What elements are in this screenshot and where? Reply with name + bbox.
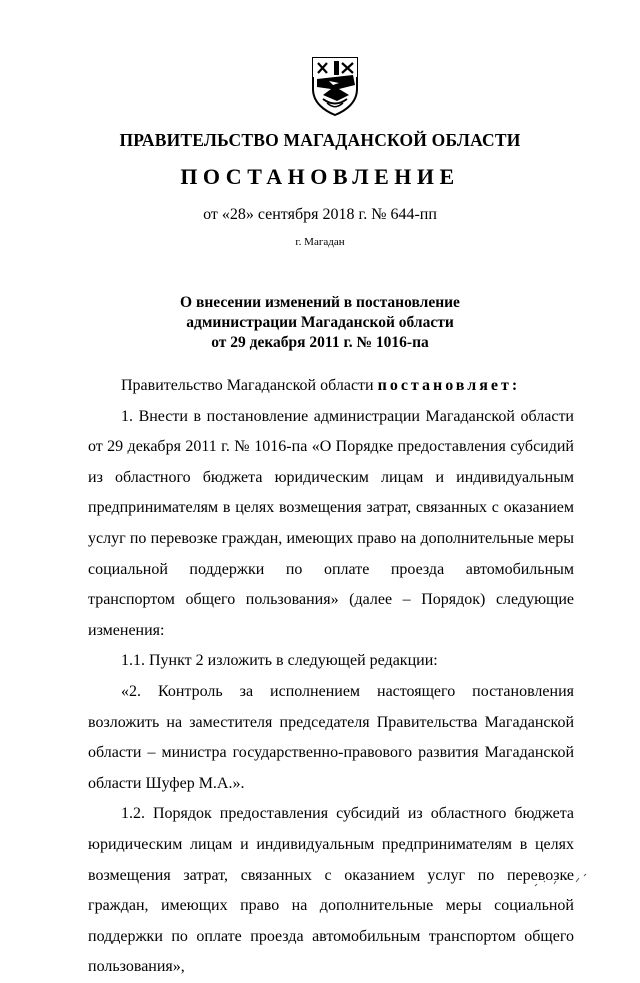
- document-subject: [0, 293, 640, 353]
- paragraph-item-1-1: 1.1. Пункт 2 изложить в следующей редакции:: [121, 652, 438, 670]
- scan-marks-icon: [530, 872, 590, 892]
- coat-of-arms-icon: [309, 55, 361, 117]
- intro-paragraph: [88, 371, 574, 402]
- document-type-title: ПОСТАНОВЛЕНИЕ: [180, 164, 460, 189]
- document-date-number: от «28» сентября 2018 г. № 644-пп: [203, 206, 437, 223]
- subject-line: от 29 декабря 2011 г. № 1016-па: [211, 334, 429, 351]
- subject-line: администрации Магаданской области: [186, 314, 454, 331]
- paragraph-item-1-1-quote: «2. Контроль за исполнением настоящего постановления возложить на заместителя председателя Правительства Магаданской области – министра государственно-правового развития Магаданской области Шуфер М.А.».: [88, 682, 574, 792]
- paragraph-item-1-2: 1.2. Порядок предоставления субсидий из областного бюджета юридическим лицам и индивидуальным предпринимателям в целях возмещения затрат, связанных с оказанием услуг по перевозке граждан, имеющих право на дополнительные меры социальной поддержки по оплате проезда автомобильным транспортом общего пользования»,: [88, 805, 574, 976]
- paragraph-item-1: 1. Внести в постановление администрации Магаданской области от 29 декабря 2011 г. № 1016-па «О Порядке предоставления субсидий из областного бюджета юридическим лицам и индивидуальным предпринимателям в целях возмещения затрат, связанных с оказанием услуг по перевозке граждан, имеющих право на дополнительные меры социальной поддержки по оплате проезда автомобильным транспортом общего пользования» (далее – Порядок) следующие изменения:: [88, 407, 574, 639]
- subject-line: О внесении изменений в постановление: [180, 294, 460, 311]
- intro-decides: постановляет:: [377, 377, 521, 394]
- intro-authority: Правительство Магаданской области: [121, 377, 374, 394]
- issue-city: г. Магадан: [295, 236, 345, 248]
- document-body: [88, 371, 574, 983]
- issuing-authority: ПРАВИТЕЛЬСТВО МАГАДАНСКОЙ ОБЛАСТИ: [119, 130, 521, 150]
